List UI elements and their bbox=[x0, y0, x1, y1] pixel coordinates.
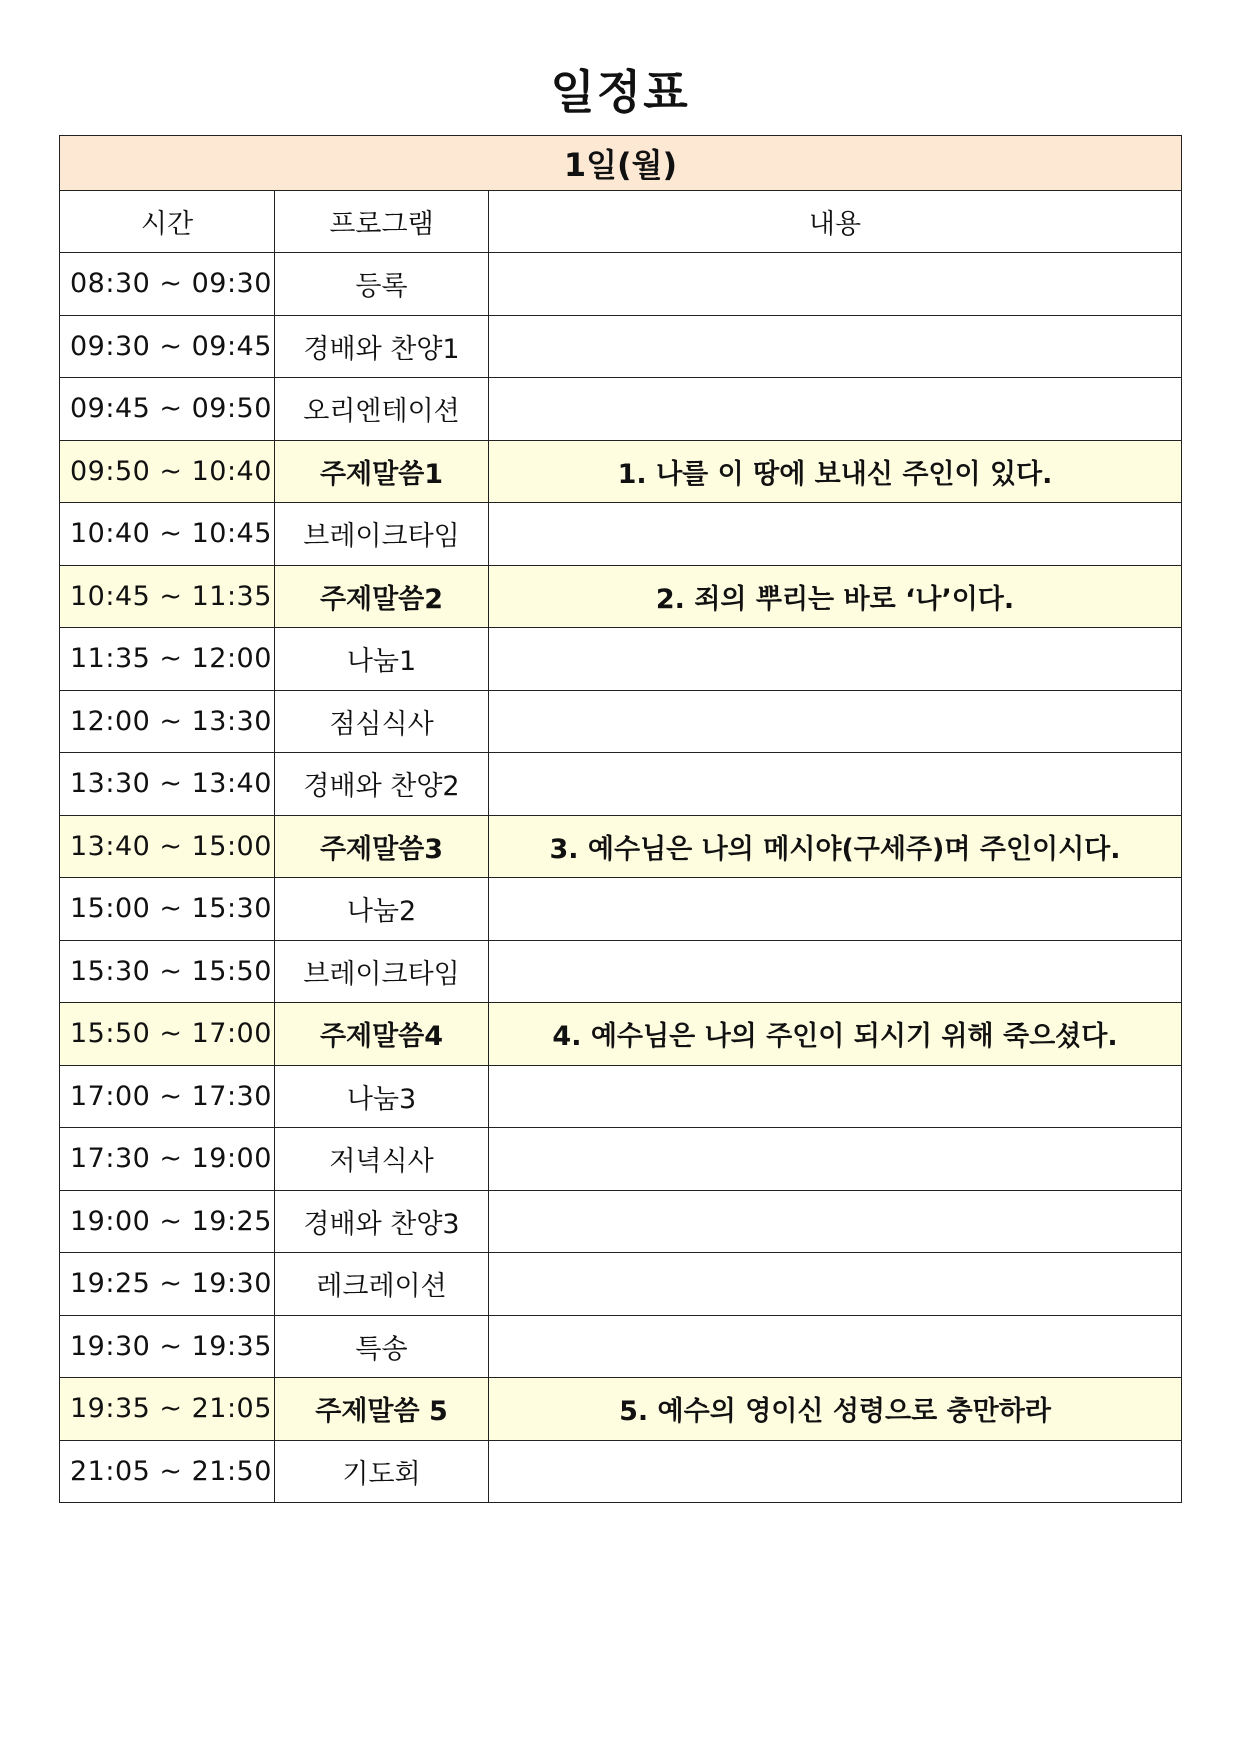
schedule-program-cell: 저녁식사 bbox=[275, 1128, 489, 1191]
schedule-content-cell bbox=[489, 503, 1182, 566]
schedule-time-cell: 11:35 ~ 12:00 bbox=[60, 628, 275, 691]
schedule-program-cell: 경배와 찬양2 bbox=[275, 753, 489, 816]
schedule-program-cell: 주제말씀4 bbox=[275, 1003, 489, 1066]
schedule-time-cell: 19:25 ~ 19:30 bbox=[60, 1253, 275, 1316]
schedule-content-cell bbox=[489, 1128, 1182, 1191]
schedule-content-cell bbox=[489, 1190, 1182, 1253]
schedule-program-cell: 브레이크타임 bbox=[275, 940, 489, 1003]
schedule-row bbox=[60, 1378, 1182, 1441]
schedule-program-cell: 주제말씀1 bbox=[275, 440, 489, 503]
schedule-row bbox=[60, 1190, 1182, 1253]
schedule-time-cell: 15:30 ~ 15:50 bbox=[60, 940, 275, 1003]
schedule-time-cell: 17:30 ~ 19:00 bbox=[60, 1128, 275, 1191]
schedule-content-cell bbox=[489, 1440, 1182, 1503]
schedule-time-cell: 10:45 ~ 11:35 bbox=[60, 565, 275, 628]
schedule-row bbox=[60, 1003, 1182, 1066]
schedule-program-cell: 특송 bbox=[275, 1315, 489, 1378]
header-program: 프로그램 bbox=[275, 191, 489, 253]
schedule-content-cell bbox=[489, 690, 1182, 753]
day-label: 1일(월) bbox=[60, 136, 1182, 191]
schedule-content-cell bbox=[489, 753, 1182, 816]
schedule-time-cell: 19:35 ~ 21:05 bbox=[60, 1378, 275, 1441]
schedule-time-cell: 09:30 ~ 09:45 bbox=[60, 315, 275, 378]
schedule-program-cell: 경배와 찬양3 bbox=[275, 1190, 489, 1253]
schedule-row bbox=[60, 1253, 1182, 1316]
schedule-content-cell bbox=[489, 378, 1182, 441]
schedule-row bbox=[60, 440, 1182, 503]
schedule-content-cell bbox=[489, 1315, 1182, 1378]
schedule-program-cell: 기도회 bbox=[275, 1440, 489, 1503]
schedule-content-cell bbox=[489, 1065, 1182, 1128]
schedule-row bbox=[60, 753, 1182, 816]
schedule-time-cell: 21:05 ~ 21:50 bbox=[60, 1440, 275, 1503]
header-content: 내용 bbox=[489, 191, 1182, 253]
schedule-row bbox=[60, 878, 1182, 941]
schedule-program-cell: 점심식사 bbox=[275, 690, 489, 753]
schedule-time-cell: 15:50 ~ 17:00 bbox=[60, 1003, 275, 1066]
schedule-content-cell bbox=[489, 628, 1182, 691]
schedule-time-cell: 19:30 ~ 19:35 bbox=[60, 1315, 275, 1378]
schedule-row bbox=[60, 503, 1182, 566]
schedule-content-cell bbox=[489, 878, 1182, 941]
schedule-time-cell: 08:30 ~ 09:30 bbox=[60, 253, 275, 316]
schedule-time-cell: 15:00 ~ 15:30 bbox=[60, 878, 275, 941]
schedule-content-cell bbox=[489, 940, 1182, 1003]
schedule-program-cell: 등록 bbox=[275, 253, 489, 316]
schedule-program-cell: 주제말씀 5 bbox=[275, 1378, 489, 1441]
schedule-time-cell: 12:00 ~ 13:30 bbox=[60, 690, 275, 753]
schedule-program-cell: 나눔1 bbox=[275, 628, 489, 691]
schedule-time-cell: 13:40 ~ 15:00 bbox=[60, 815, 275, 878]
schedule-row bbox=[60, 940, 1182, 1003]
schedule-time-cell: 19:00 ~ 19:25 bbox=[60, 1190, 275, 1253]
schedule-row bbox=[60, 378, 1182, 441]
schedule-content-cell bbox=[489, 1253, 1182, 1316]
column-header-row bbox=[60, 191, 1182, 253]
schedule-program-cell: 주제말씀3 bbox=[275, 815, 489, 878]
schedule-table bbox=[59, 135, 1182, 1503]
schedule-program-cell: 주제말씀2 bbox=[275, 565, 489, 628]
schedule-row bbox=[60, 315, 1182, 378]
page-title: 일정표 bbox=[550, 65, 690, 119]
schedule-program-cell: 레크레이션 bbox=[275, 1253, 489, 1316]
schedule-time-cell: 09:45 ~ 09:50 bbox=[60, 378, 275, 441]
schedule-row bbox=[60, 1065, 1182, 1128]
schedule-row bbox=[60, 690, 1182, 753]
schedule-content-cell bbox=[489, 315, 1182, 378]
schedule-program-cell: 나눔3 bbox=[275, 1065, 489, 1128]
schedule-time-cell: 10:40 ~ 10:45 bbox=[60, 503, 275, 566]
schedule-program-cell: 경배와 찬양1 bbox=[275, 315, 489, 378]
header-time: 시간 bbox=[60, 191, 275, 253]
schedule-content-cell: 2. 죄의 뿌리는 바로 ‘나’이다. bbox=[489, 565, 1182, 628]
schedule-row bbox=[60, 565, 1182, 628]
day-header-row bbox=[60, 136, 1182, 191]
schedule-row bbox=[60, 1440, 1182, 1503]
schedule-row bbox=[60, 1128, 1182, 1191]
schedule-content-cell: 5. 예수의 영이신 성령으로 충만하라 bbox=[489, 1378, 1182, 1441]
schedule-row bbox=[60, 1315, 1182, 1378]
schedule-row bbox=[60, 628, 1182, 691]
schedule-time-cell: 17:00 ~ 17:30 bbox=[60, 1065, 275, 1128]
schedule-content-cell: 1. 나를 이 땅에 보내신 주인이 있다. bbox=[489, 440, 1182, 503]
schedule-content-cell bbox=[489, 253, 1182, 316]
schedule-program-cell: 브레이크타임 bbox=[275, 503, 489, 566]
schedule-content-cell: 4. 예수님은 나의 주인이 되시기 위해 죽으셨다. bbox=[489, 1003, 1182, 1066]
schedule-program-cell: 나눔2 bbox=[275, 878, 489, 941]
schedule-program-cell: 오리엔테이션 bbox=[275, 378, 489, 441]
schedule-time-cell: 13:30 ~ 13:40 bbox=[60, 753, 275, 816]
schedule-time-cell: 09:50 ~ 10:40 bbox=[60, 440, 275, 503]
schedule-content-cell: 3. 예수님은 나의 메시야(구세주)며 주인이시다. bbox=[489, 815, 1182, 878]
schedule-row bbox=[60, 253, 1182, 316]
schedule-row bbox=[60, 815, 1182, 878]
